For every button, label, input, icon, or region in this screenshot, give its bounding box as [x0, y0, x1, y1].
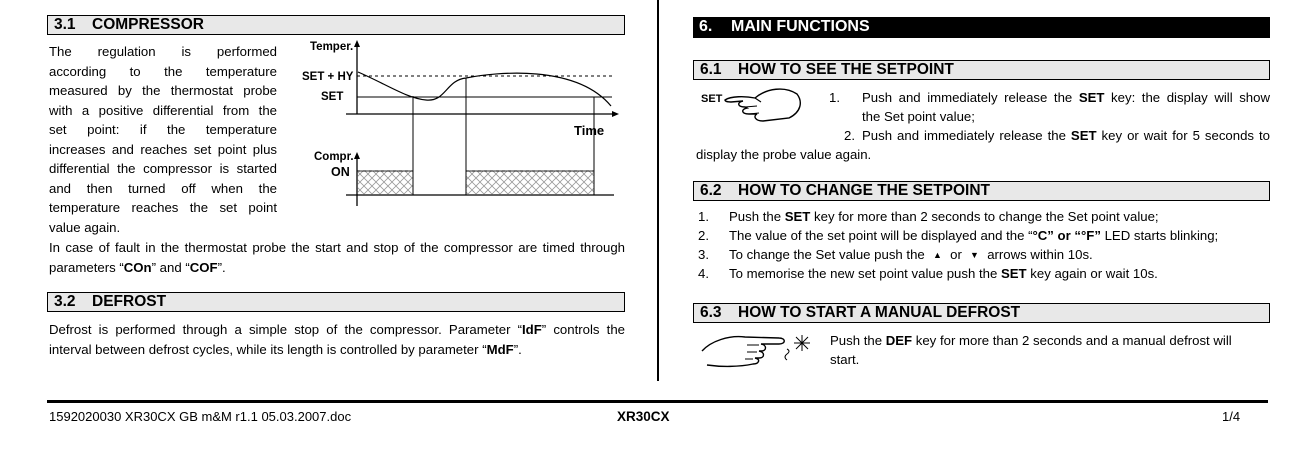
section-number: 6.: [699, 18, 713, 35]
section-number: 6.3: [700, 304, 722, 321]
paragraph-line: increases and reaches set point plus: [49, 141, 277, 157]
footer-document-name: 1592020030 XR30CX GB m&M r1.1 05.03.2007.doc: [49, 409, 352, 424]
text-run: ”.: [217, 260, 226, 275]
section-6-3-header: [693, 303, 1270, 323]
set-plus-hy-label: SET + HY: [302, 71, 354, 83]
section-number: 3.2: [54, 293, 76, 310]
paragraph-line: and then turned off when the: [49, 180, 277, 196]
paragraph-line: temperature reaches the set point: [49, 200, 277, 215]
list-number: 2.: [698, 228, 709, 243]
defrost-text-line-2: [49, 340, 522, 359]
list-number: 1.: [698, 209, 709, 224]
set-label: SET: [321, 91, 344, 103]
temperature-axis-label: Temper.: [310, 41, 354, 53]
step-2-number: 2.: [844, 128, 855, 143]
set-key-text: SET: [1078, 90, 1105, 105]
led-name-text: °C” or “°F”: [1032, 228, 1101, 243]
text-run: ” and “: [151, 260, 190, 275]
paragraph-line: with a positive differential from the: [49, 102, 277, 118]
section-number: 3.1: [54, 16, 76, 33]
paragraph-line: value again.: [49, 219, 121, 235]
step-2-continuation: display the probe value again.: [696, 147, 872, 162]
list-item: [698, 226, 1218, 245]
manual-defrost-text-line-2: start.: [830, 352, 860, 367]
text-run: key: the display will show: [1104, 90, 1270, 105]
fault-text-line-2: [49, 258, 226, 277]
set-key-text: SET: [1000, 266, 1027, 281]
def-key-text: DEF: [885, 333, 913, 348]
set-key-text: SET: [1070, 128, 1097, 143]
snowflake-defrost-icon: [785, 335, 810, 360]
section-3-1-header: [47, 15, 625, 35]
set-key-illustration: [697, 82, 807, 126]
section-number: 6.1: [700, 61, 722, 78]
paragraph-line: differential the compressor is started: [49, 161, 277, 176]
parameter-cof: COF: [189, 260, 218, 275]
section-6-1-header: [693, 60, 1270, 80]
section-3-1-paragraph: [49, 42, 277, 237]
pointing-hand-icon: [723, 84, 803, 124]
parameter-idf: IdF: [522, 322, 542, 337]
paragraph-line: The regulation is performed: [49, 44, 277, 59]
list-item: [698, 207, 1159, 226]
text-run: The value of the set point will be displayed and the “: [729, 228, 1033, 243]
footer-rule: [47, 400, 1268, 403]
time-axis-label: Time: [574, 123, 605, 138]
text-run: To change the Set value push the: [729, 247, 925, 262]
down-arrow-icon: ▼: [970, 250, 979, 260]
section-3-2-header: [47, 292, 625, 312]
fault-text-line-1: In case of fault in the thermostat probe the start and stop of the compressor are timed through: [49, 240, 625, 255]
text-run: key for more than 2 seconds to change the Set point value;: [810, 209, 1159, 224]
text-run: Defrost is performed through a simple stop of the compressor. Parameter “: [49, 322, 523, 337]
list-number: 4.: [698, 266, 709, 281]
footer-model: XR30CX: [617, 409, 670, 424]
footer-page-number: 1/4: [1222, 409, 1241, 424]
text-run: key or wait for 5 seconds to: [1096, 128, 1270, 143]
section-title: HOW TO START A MANUAL DEFROST: [738, 304, 1021, 321]
column-divider: [657, 0, 659, 381]
section-title: HOW TO CHANGE THE SETPOINT: [738, 182, 991, 199]
set-key-label: SET: [701, 93, 723, 105]
compressor-regulation-diagram: [296, 38, 626, 218]
text-run: parameters “: [49, 260, 124, 275]
list-item: [698, 245, 1093, 265]
section-title: HOW TO SEE THE SETPOINT: [738, 61, 954, 78]
text-run: Push the: [729, 209, 785, 224]
text-run: ” controls the: [541, 322, 626, 337]
step-2-text: [862, 126, 1270, 145]
on-label: ON: [331, 165, 350, 179]
parameter-mdf: MdF: [486, 342, 514, 357]
list-number: 3.: [698, 247, 709, 262]
section-6-2-header: [693, 181, 1270, 201]
text-run: interval between defrost cycles, while its length is controlled by parameter “: [49, 342, 487, 357]
text-run: or: [950, 247, 962, 262]
step-1-number: 1.: [829, 90, 840, 105]
paragraph-line: set point: if the temperature: [49, 122, 277, 137]
defrost-text-line-1: [49, 320, 625, 339]
text-run: To memorise the new set point value push the: [729, 266, 1001, 281]
text-run: arrows within 10s.: [987, 247, 1093, 262]
set-key-text: SET: [784, 209, 811, 224]
text-run: LED starts blinking;: [1100, 228, 1219, 243]
text-run: Push and immediately release the: [862, 90, 1079, 105]
text-run: Push and immediately release the: [862, 128, 1071, 143]
up-arrow-icon: ▲: [932, 250, 942, 260]
parameter-con: COn: [123, 260, 152, 275]
text-run: Push the: [830, 333, 886, 348]
compressor-axis-label: Compr.: [314, 151, 354, 163]
section-number: 6.2: [700, 182, 722, 199]
text-run: key for more than 2 seconds and a manual defrost will: [912, 333, 1232, 348]
change-setpoint-list: [698, 207, 1270, 285]
text-run: key again or wait 10s.: [1026, 266, 1158, 281]
section-title: DEFROST: [92, 293, 167, 310]
step-1-text: [862, 88, 1270, 107]
defrost-key-illustration: [699, 329, 821, 373]
step-1-continuation: the Set point value;: [862, 109, 975, 124]
manual-defrost-text-line-1: [830, 331, 1232, 350]
main-functions-header: [693, 17, 1270, 38]
list-item: [698, 264, 1158, 283]
paragraph-line: according to the temperature: [49, 63, 277, 79]
section-title: MAIN FUNCTIONS: [731, 18, 870, 35]
text-run: ”.: [513, 342, 522, 357]
section-title: COMPRESSOR: [92, 16, 204, 33]
paragraph-line: measured by the thermostat probe: [49, 83, 277, 98]
